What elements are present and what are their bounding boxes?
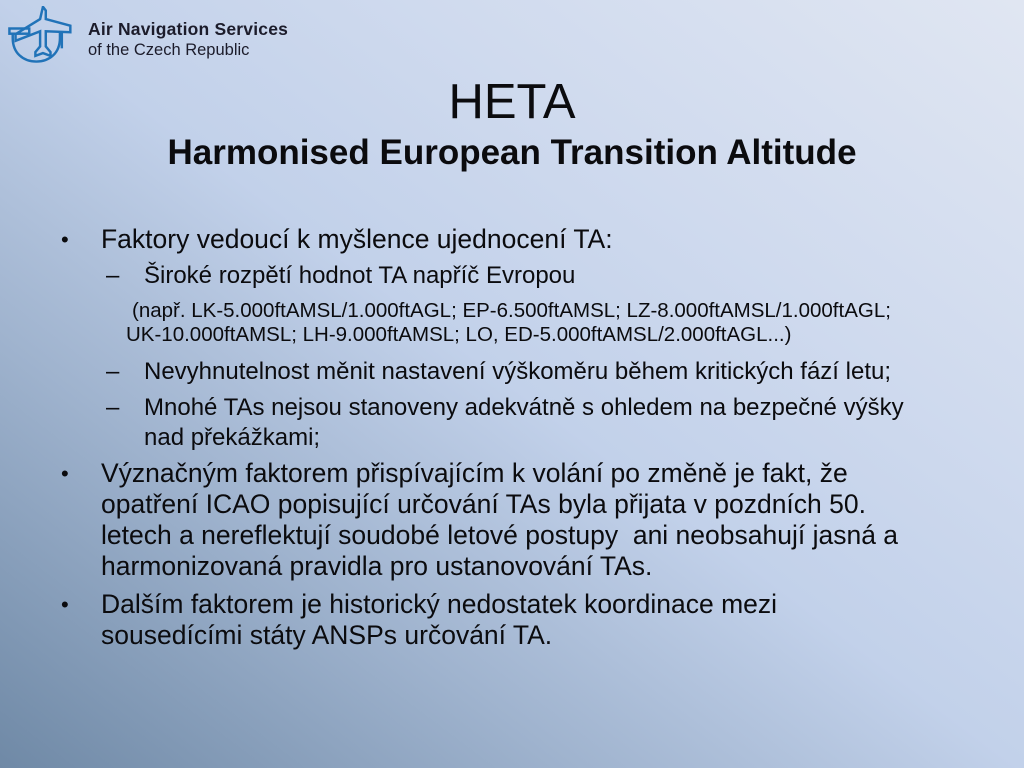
bullet-text: letech a nereflektují soudobé letové postupy ani neobsahují jasná a [101, 520, 899, 550]
sub-bullet-text: Široké rozpětí hodnot TA napříč Evropou [144, 262, 576, 289]
bullet-item-2 [0, 458, 1024, 582]
example-note-line: UK-10.000ftAMSL; LH-9.000ftAMSL; LO, ED-5.000ftAMSL/2.000ftAGL...) [126, 323, 792, 346]
slide-title: HETA [448, 75, 576, 129]
bullet-text: Faktory vedoucí k myšlence ujednocení TA: [101, 224, 613, 254]
slide-body [0, 224, 1024, 651]
logo-org-name: Air Navigation Services [88, 19, 289, 39]
dash-marker: – [106, 394, 120, 421]
example-note-line: (např. LK-5.000ftAMSL/1.000ftAGL; EP-6.500ftAMSL; LZ-8.000ftAMSL/1.000ftAGL; [132, 299, 891, 322]
dash-marker: – [106, 358, 120, 385]
bullet-text: harmonizovaná pravidla pro ustanovování TAs. [101, 551, 653, 581]
example-note [126, 299, 1024, 347]
sub-bullet-text: Nevyhnutelnost měnit nastavení výškoměru během kritických fází letu; [144, 358, 891, 385]
logo-text [88, 6, 288, 60]
bullet-text: Dalším faktorem je historický nedostatek koordinace mezi [101, 589, 778, 619]
aircraft-logo-icon [8, 6, 76, 68]
bullet-marker: • [61, 227, 69, 252]
title-block [0, 76, 1024, 176]
bullet-marker: • [61, 461, 69, 486]
bullet-item-3 [0, 589, 1024, 651]
slide-subtitle: Harmonised European Transition Altitude [167, 133, 857, 172]
bullet-marker: • [61, 592, 69, 617]
logo-org-subname: of the Czech Republic [88, 41, 250, 59]
sub-bullet-item-3 [0, 393, 1024, 453]
bullet-text: sousedícími státy ANSPs určování TA. [101, 620, 553, 650]
ans-cr-logo [8, 6, 288, 68]
dash-marker: – [106, 262, 120, 289]
sub-bullet-text: nad překážkami; [144, 424, 321, 451]
bullet-text: opatření ICAO popisující určování TAs byla přijata v pozdních 50. [101, 489, 866, 519]
sub-bullet-item-2 [0, 357, 1024, 387]
sub-bullet-text: Mnohé TAs nejsou stanoveny adekvátně s ohledem na bezpečné výšky [144, 394, 904, 421]
bullet-text: Význačným faktorem přispívajícím k volání po změně je fakt, že [101, 458, 848, 488]
sub-bullet-item-1 [0, 261, 1024, 291]
bullet-item-1 [0, 224, 1024, 255]
